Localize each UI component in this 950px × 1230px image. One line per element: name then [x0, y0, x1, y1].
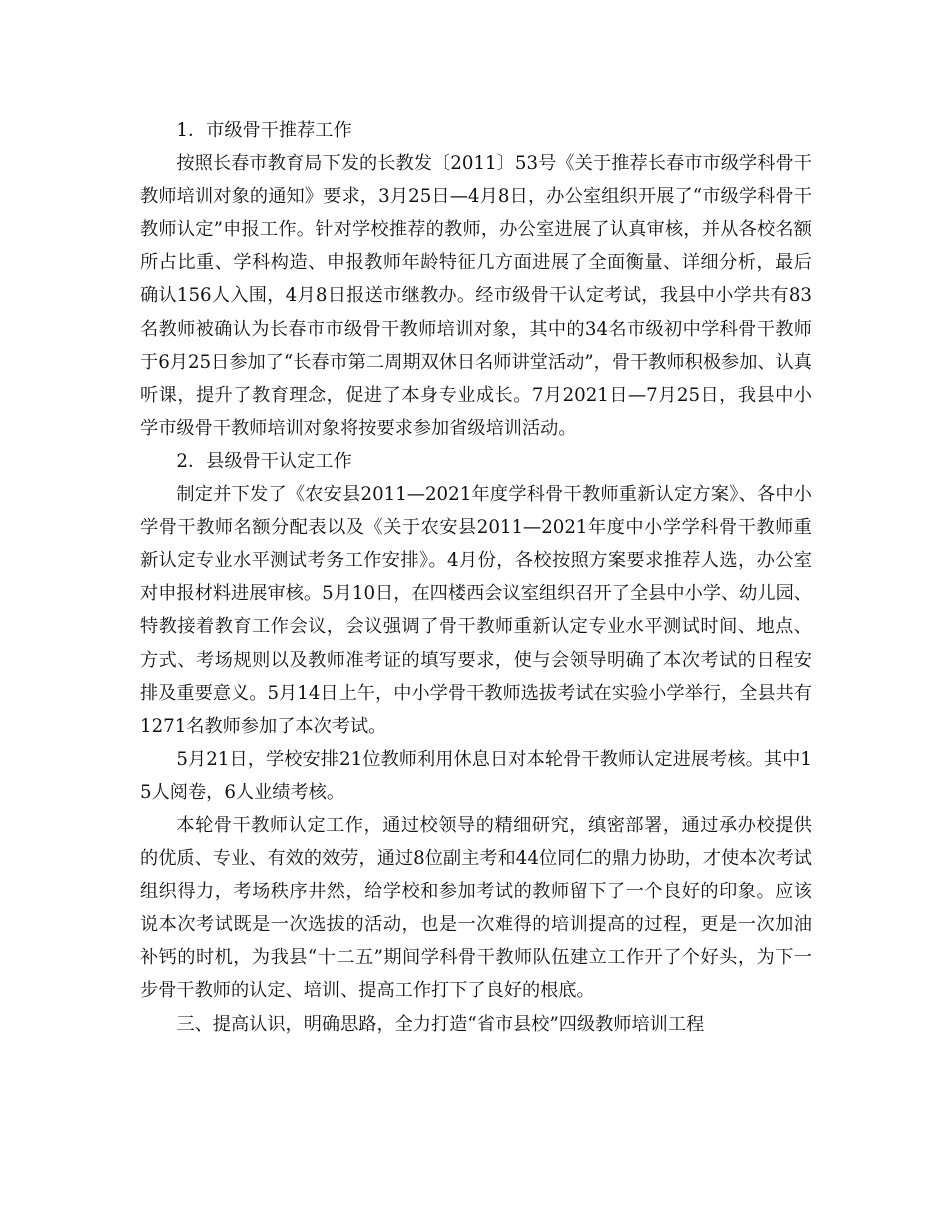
- section-heading-three: 三、提高认识，明确思路，全力打造“省市县校”四级教师培训工程: [176, 1013, 705, 1035]
- paragraph-exam-review: 5月21日，学校安排21位教师利用休息日对本轮骨干教师认定进展考核。其中15人阅卷，6人业绩考核。: [140, 748, 812, 803]
- section-heading-city-backbone: 1．市级骨干推荐工作: [176, 120, 352, 141]
- document-body: [140, 114, 812, 1041]
- paragraph-county-backbone: 制定并下发了《农安县2011—2021年度学科骨干教师重新认定方案》、各中小学骨干教师名额分配表以及《关于农安县2011—2021年度中小学学科骨干教师重新认定专业水平测试考务工作安排》。4月份，各校按照方案要求推荐人选，办公室对申报材料进展审核。5月10日，在四楼西会议室组织召开了全县中小学、幼儿园、特教接着教育工作会议，会议强调了骨干教师重新认定专业水平测试时间、地点、方式、考场规则以及教师准考证的填写要求，使与会领导明确了本次考试的日程安排及重要意义。5月14日上午，中小学骨干教师选拔考试在实验小学举行，全县共有1271名教师参加了本次考试。: [140, 484, 812, 737]
- section-heading-county-backbone: 2．县级骨干认定工作: [176, 450, 352, 472]
- paragraph-city-backbone: 按照长春市教育局下发的长教发〔2011〕53号《关于推荐长春市市级学科骨干教师培训对象的通知》要求，3月25日—4月8日，办公室组织开展了“市级学科骨干教师认定”申报工作。针对学校推荐的教师，办公室进展了认真审核，并从各校名额所占比重、学科构造、申报教师年龄特征几方面进展了全面衡量、详细分析，最后确认156人入围，4月8日报送市继教办。经市级骨干认定考试，我县中小学共有83名教师被确认为长春市市级骨干教师培训对象，其中的34名市级初中学科骨干教师于6月25日参加了“长春市第二周期双休日名师讲堂活动”，骨干教师积极参加、认真听课，提升了教育理念，促进了本身专业成长。7月2021日—7月25日，我县中小学市级骨干教师培训对象将按要求参加省级培训活动。: [140, 153, 812, 439]
- paragraph-summary: 本轮骨干教师认定工作，通过校领导的精细研究，缜密部署，通过承办校提供的优质、专业、有效的效劳，通过8位副主考和44位同仁的鼎力协助，才使本次考试组织得力，考场秩序井然，给学校和参加考试的教师留下了一个良好的印象。应该说本次考试既是一次选拔的活动，也是一次难得的培训提高的过程，更是一次加油补钙的时机，为我县“十二五”期间学科骨干教师队伍建立工作开了个好头，为下一步骨干教师的认定、培训、提高工作打下了良好的根底。: [140, 814, 812, 1002]
